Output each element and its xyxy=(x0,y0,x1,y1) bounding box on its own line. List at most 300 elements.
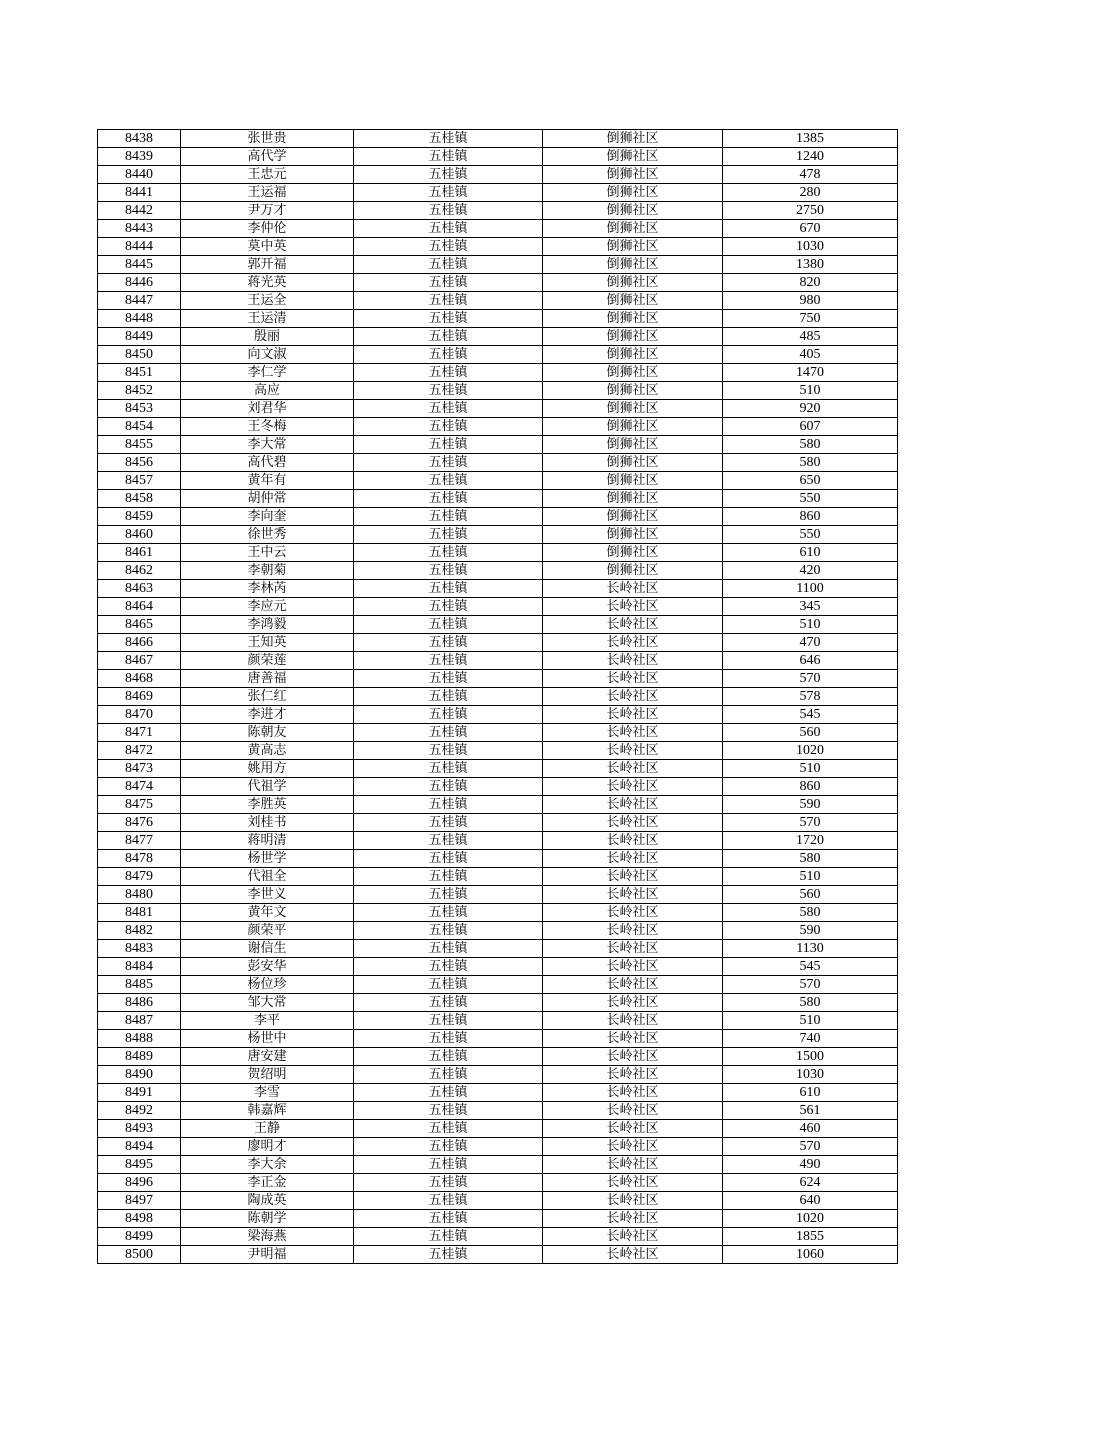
community-cell: 长岭社区 xyxy=(543,922,723,940)
town-cell: 五桂镇 xyxy=(354,346,543,364)
town-cell: 五桂镇 xyxy=(354,634,543,652)
name-cell: 李雪 xyxy=(181,1084,354,1102)
community-cell: 倒狮社区 xyxy=(543,436,723,454)
row-number-cell: 8470 xyxy=(98,706,181,724)
town-cell: 五桂镇 xyxy=(354,418,543,436)
amount-cell: 570 xyxy=(723,976,898,994)
town-cell: 五桂镇 xyxy=(354,850,543,868)
name-cell: 李大余 xyxy=(181,1156,354,1174)
amount-cell: 570 xyxy=(723,814,898,832)
amount-cell: 345 xyxy=(723,598,898,616)
community-cell: 倒狮社区 xyxy=(543,454,723,472)
community-cell: 长岭社区 xyxy=(543,652,723,670)
town-cell: 五桂镇 xyxy=(354,1210,543,1228)
table-row xyxy=(98,724,898,742)
row-number-cell: 8438 xyxy=(98,130,181,148)
row-number-cell: 8455 xyxy=(98,436,181,454)
row-number-cell: 8443 xyxy=(98,220,181,238)
name-cell: 李平 xyxy=(181,1012,354,1030)
town-cell: 五桂镇 xyxy=(354,130,543,148)
table-row xyxy=(98,256,898,274)
community-cell: 倒狮社区 xyxy=(543,166,723,184)
table-row xyxy=(98,688,898,706)
row-number-cell: 8466 xyxy=(98,634,181,652)
name-cell: 高代碧 xyxy=(181,454,354,472)
table-row xyxy=(98,310,898,328)
table-row xyxy=(98,526,898,544)
town-cell: 五桂镇 xyxy=(354,166,543,184)
row-number-cell: 8479 xyxy=(98,868,181,886)
amount-cell: 1380 xyxy=(723,256,898,274)
town-cell: 五桂镇 xyxy=(354,1138,543,1156)
table-row xyxy=(98,130,898,148)
table-row xyxy=(98,904,898,922)
row-number-cell: 8440 xyxy=(98,166,181,184)
name-cell: 黄年有 xyxy=(181,472,354,490)
table-row xyxy=(98,976,898,994)
amount-cell: 545 xyxy=(723,706,898,724)
town-cell: 五桂镇 xyxy=(354,238,543,256)
row-number-cell: 8486 xyxy=(98,994,181,1012)
name-cell: 李正金 xyxy=(181,1174,354,1192)
row-number-cell: 8471 xyxy=(98,724,181,742)
community-cell: 长岭社区 xyxy=(543,850,723,868)
amount-cell: 580 xyxy=(723,994,898,1012)
name-cell: 高代学 xyxy=(181,148,354,166)
town-cell: 五桂镇 xyxy=(354,454,543,472)
town-cell: 五桂镇 xyxy=(354,490,543,508)
table-row xyxy=(98,922,898,940)
table-row xyxy=(98,652,898,670)
row-number-cell: 8456 xyxy=(98,454,181,472)
town-cell: 五桂镇 xyxy=(354,706,543,724)
community-cell: 长岭社区 xyxy=(543,958,723,976)
name-cell: 李向奎 xyxy=(181,508,354,526)
community-cell: 长岭社区 xyxy=(543,598,723,616)
town-cell: 五桂镇 xyxy=(354,328,543,346)
table-row xyxy=(98,1174,898,1192)
amount-cell: 545 xyxy=(723,958,898,976)
table-row xyxy=(98,958,898,976)
table-row xyxy=(98,832,898,850)
community-cell: 倒狮社区 xyxy=(543,346,723,364)
table-row xyxy=(98,1030,898,1048)
row-number-cell: 8459 xyxy=(98,508,181,526)
table-row xyxy=(98,400,898,418)
community-cell: 长岭社区 xyxy=(543,1156,723,1174)
community-cell: 倒狮社区 xyxy=(543,328,723,346)
community-cell: 长岭社区 xyxy=(543,1192,723,1210)
table-row xyxy=(98,418,898,436)
town-cell: 五桂镇 xyxy=(354,760,543,778)
table-row xyxy=(98,778,898,796)
table-body xyxy=(98,130,898,1264)
name-cell: 韩嘉辉 xyxy=(181,1102,354,1120)
table-row xyxy=(98,346,898,364)
row-number-cell: 8487 xyxy=(98,1012,181,1030)
community-cell: 倒狮社区 xyxy=(543,256,723,274)
community-cell: 倒狮社区 xyxy=(543,292,723,310)
row-number-cell: 8450 xyxy=(98,346,181,364)
town-cell: 五桂镇 xyxy=(354,220,543,238)
town-cell: 五桂镇 xyxy=(354,1084,543,1102)
amount-cell: 590 xyxy=(723,796,898,814)
community-cell: 长岭社区 xyxy=(543,688,723,706)
row-number-cell: 8483 xyxy=(98,940,181,958)
row-number-cell: 8467 xyxy=(98,652,181,670)
name-cell: 陈朝学 xyxy=(181,1210,354,1228)
amount-cell: 750 xyxy=(723,310,898,328)
community-cell: 倒狮社区 xyxy=(543,184,723,202)
data-table xyxy=(97,129,898,1264)
row-number-cell: 8493 xyxy=(98,1120,181,1138)
row-number-cell: 8442 xyxy=(98,202,181,220)
name-cell: 蒋明清 xyxy=(181,832,354,850)
community-cell: 长岭社区 xyxy=(543,580,723,598)
amount-cell: 485 xyxy=(723,328,898,346)
table-row xyxy=(98,364,898,382)
town-cell: 五桂镇 xyxy=(354,1192,543,1210)
amount-cell: 670 xyxy=(723,220,898,238)
table-row xyxy=(98,1066,898,1084)
town-cell: 五桂镇 xyxy=(354,274,543,292)
name-cell: 蒋光英 xyxy=(181,274,354,292)
amount-cell: 1240 xyxy=(723,148,898,166)
amount-cell: 578 xyxy=(723,688,898,706)
table-row xyxy=(98,148,898,166)
name-cell: 郭开福 xyxy=(181,256,354,274)
table-row xyxy=(98,238,898,256)
name-cell: 颜荣莲 xyxy=(181,652,354,670)
amount-cell: 1470 xyxy=(723,364,898,382)
row-number-cell: 8465 xyxy=(98,616,181,634)
name-cell: 王忠元 xyxy=(181,166,354,184)
town-cell: 五桂镇 xyxy=(354,202,543,220)
amount-cell: 2750 xyxy=(723,202,898,220)
town-cell: 五桂镇 xyxy=(354,148,543,166)
row-number-cell: 8473 xyxy=(98,760,181,778)
town-cell: 五桂镇 xyxy=(354,922,543,940)
community-cell: 长岭社区 xyxy=(543,1048,723,1066)
table-row xyxy=(98,382,898,400)
table-row xyxy=(98,1012,898,1030)
row-number-cell: 8489 xyxy=(98,1048,181,1066)
amount-cell: 510 xyxy=(723,616,898,634)
amount-cell: 560 xyxy=(723,724,898,742)
table-row xyxy=(98,940,898,958)
amount-cell: 510 xyxy=(723,382,898,400)
amount-cell: 650 xyxy=(723,472,898,490)
community-cell: 长岭社区 xyxy=(543,940,723,958)
community-cell: 倒狮社区 xyxy=(543,202,723,220)
town-cell: 五桂镇 xyxy=(354,958,543,976)
table-row xyxy=(98,886,898,904)
name-cell: 贺绍明 xyxy=(181,1066,354,1084)
row-number-cell: 8478 xyxy=(98,850,181,868)
amount-cell: 405 xyxy=(723,346,898,364)
community-cell: 长岭社区 xyxy=(543,1210,723,1228)
table-row xyxy=(98,508,898,526)
community-cell: 倒狮社区 xyxy=(543,526,723,544)
name-cell: 李鸿毅 xyxy=(181,616,354,634)
name-cell: 李仁学 xyxy=(181,364,354,382)
name-cell: 陈朝友 xyxy=(181,724,354,742)
community-cell: 长岭社区 xyxy=(543,832,723,850)
town-cell: 五桂镇 xyxy=(354,1012,543,1030)
row-number-cell: 8446 xyxy=(98,274,181,292)
table-row xyxy=(98,274,898,292)
amount-cell: 1060 xyxy=(723,1246,898,1264)
town-cell: 五桂镇 xyxy=(354,688,543,706)
town-cell: 五桂镇 xyxy=(354,796,543,814)
town-cell: 五桂镇 xyxy=(354,652,543,670)
town-cell: 五桂镇 xyxy=(354,1102,543,1120)
community-cell: 倒狮社区 xyxy=(543,148,723,166)
amount-cell: 510 xyxy=(723,868,898,886)
amount-cell: 1020 xyxy=(723,1210,898,1228)
amount-cell: 1030 xyxy=(723,238,898,256)
town-cell: 五桂镇 xyxy=(354,868,543,886)
town-cell: 五桂镇 xyxy=(354,832,543,850)
row-number-cell: 8482 xyxy=(98,922,181,940)
community-cell: 长岭社区 xyxy=(543,1138,723,1156)
row-number-cell: 8445 xyxy=(98,256,181,274)
town-cell: 五桂镇 xyxy=(354,994,543,1012)
community-cell: 长岭社区 xyxy=(543,634,723,652)
row-number-cell: 8476 xyxy=(98,814,181,832)
amount-cell: 820 xyxy=(723,274,898,292)
name-cell: 王运福 xyxy=(181,184,354,202)
town-cell: 五桂镇 xyxy=(354,562,543,580)
town-cell: 五桂镇 xyxy=(354,724,543,742)
community-cell: 倒狮社区 xyxy=(543,400,723,418)
table-row xyxy=(98,1228,898,1246)
name-cell: 殷丽 xyxy=(181,328,354,346)
row-number-cell: 8472 xyxy=(98,742,181,760)
community-cell: 长岭社区 xyxy=(543,742,723,760)
row-number-cell: 8452 xyxy=(98,382,181,400)
row-number-cell: 8454 xyxy=(98,418,181,436)
table-row xyxy=(98,202,898,220)
row-number-cell: 8448 xyxy=(98,310,181,328)
community-cell: 长岭社区 xyxy=(543,1120,723,1138)
name-cell: 代祖全 xyxy=(181,868,354,886)
town-cell: 五桂镇 xyxy=(354,1030,543,1048)
row-number-cell: 8497 xyxy=(98,1192,181,1210)
town-cell: 五桂镇 xyxy=(354,616,543,634)
town-cell: 五桂镇 xyxy=(354,904,543,922)
row-number-cell: 8460 xyxy=(98,526,181,544)
name-cell: 徐世秀 xyxy=(181,526,354,544)
name-cell: 李朝菊 xyxy=(181,562,354,580)
community-cell: 倒狮社区 xyxy=(543,274,723,292)
community-cell: 长岭社区 xyxy=(543,724,723,742)
amount-cell: 570 xyxy=(723,670,898,688)
row-number-cell: 8492 xyxy=(98,1102,181,1120)
name-cell: 张仁红 xyxy=(181,688,354,706)
community-cell: 倒狮社区 xyxy=(543,490,723,508)
town-cell: 五桂镇 xyxy=(354,1120,543,1138)
table-row xyxy=(98,1120,898,1138)
table-row xyxy=(98,598,898,616)
community-cell: 长岭社区 xyxy=(543,904,723,922)
table-row xyxy=(98,670,898,688)
table-row xyxy=(98,1048,898,1066)
town-cell: 五桂镇 xyxy=(354,1246,543,1264)
table-row xyxy=(98,1156,898,1174)
community-cell: 长岭社区 xyxy=(543,706,723,724)
community-cell: 长岭社区 xyxy=(543,1102,723,1120)
row-number-cell: 8484 xyxy=(98,958,181,976)
town-cell: 五桂镇 xyxy=(354,184,543,202)
name-cell: 刘君华 xyxy=(181,400,354,418)
row-number-cell: 8491 xyxy=(98,1084,181,1102)
table-row xyxy=(98,1246,898,1264)
name-cell: 刘桂书 xyxy=(181,814,354,832)
row-number-cell: 8464 xyxy=(98,598,181,616)
row-number-cell: 8485 xyxy=(98,976,181,994)
row-number-cell: 8449 xyxy=(98,328,181,346)
community-cell: 长岭社区 xyxy=(543,616,723,634)
table-row xyxy=(98,292,898,310)
town-cell: 五桂镇 xyxy=(354,670,543,688)
table-row xyxy=(98,580,898,598)
name-cell: 唐善福 xyxy=(181,670,354,688)
table-row xyxy=(98,544,898,562)
name-cell: 王运清 xyxy=(181,310,354,328)
table-row xyxy=(98,868,898,886)
name-cell: 李胜英 xyxy=(181,796,354,814)
amount-cell: 580 xyxy=(723,454,898,472)
community-cell: 长岭社区 xyxy=(543,778,723,796)
town-cell: 五桂镇 xyxy=(354,508,543,526)
town-cell: 五桂镇 xyxy=(354,742,543,760)
amount-cell: 740 xyxy=(723,1030,898,1048)
town-cell: 五桂镇 xyxy=(354,292,543,310)
name-cell: 高应 xyxy=(181,382,354,400)
row-number-cell: 8457 xyxy=(98,472,181,490)
amount-cell: 646 xyxy=(723,652,898,670)
community-cell: 倒狮社区 xyxy=(543,508,723,526)
town-cell: 五桂镇 xyxy=(354,256,543,274)
community-cell: 倒狮社区 xyxy=(543,562,723,580)
community-cell: 倒狮社区 xyxy=(543,220,723,238)
town-cell: 五桂镇 xyxy=(354,364,543,382)
table-row xyxy=(98,634,898,652)
community-cell: 倒狮社区 xyxy=(543,382,723,400)
row-number-cell: 8453 xyxy=(98,400,181,418)
name-cell: 王知英 xyxy=(181,634,354,652)
town-cell: 五桂镇 xyxy=(354,1174,543,1192)
name-cell: 王冬梅 xyxy=(181,418,354,436)
row-number-cell: 8498 xyxy=(98,1210,181,1228)
community-cell: 长岭社区 xyxy=(543,1012,723,1030)
amount-cell: 280 xyxy=(723,184,898,202)
table-row xyxy=(98,220,898,238)
amount-cell: 560 xyxy=(723,886,898,904)
table-row xyxy=(98,472,898,490)
row-number-cell: 8439 xyxy=(98,148,181,166)
town-cell: 五桂镇 xyxy=(354,940,543,958)
table-row xyxy=(98,994,898,1012)
town-cell: 五桂镇 xyxy=(354,382,543,400)
amount-cell: 580 xyxy=(723,904,898,922)
name-cell: 莫中英 xyxy=(181,238,354,256)
community-cell: 长岭社区 xyxy=(543,760,723,778)
table-row xyxy=(98,166,898,184)
table-row xyxy=(98,1102,898,1120)
amount-cell: 570 xyxy=(723,1138,898,1156)
row-number-cell: 8488 xyxy=(98,1030,181,1048)
community-cell: 倒狮社区 xyxy=(543,544,723,562)
amount-cell: 478 xyxy=(723,166,898,184)
name-cell: 李林芮 xyxy=(181,580,354,598)
amount-cell: 610 xyxy=(723,544,898,562)
name-cell: 尹明福 xyxy=(181,1246,354,1264)
town-cell: 五桂镇 xyxy=(354,400,543,418)
row-number-cell: 8463 xyxy=(98,580,181,598)
town-cell: 五桂镇 xyxy=(354,1228,543,1246)
table-row xyxy=(98,796,898,814)
amount-cell: 1020 xyxy=(723,742,898,760)
name-cell: 尹万才 xyxy=(181,202,354,220)
table-row xyxy=(98,760,898,778)
row-number-cell: 8441 xyxy=(98,184,181,202)
town-cell: 五桂镇 xyxy=(354,1048,543,1066)
community-cell: 长岭社区 xyxy=(543,814,723,832)
table-row xyxy=(98,436,898,454)
amount-cell: 610 xyxy=(723,1084,898,1102)
town-cell: 五桂镇 xyxy=(354,1066,543,1084)
row-number-cell: 8468 xyxy=(98,670,181,688)
amount-cell: 640 xyxy=(723,1192,898,1210)
community-cell: 长岭社区 xyxy=(543,976,723,994)
town-cell: 五桂镇 xyxy=(354,814,543,832)
name-cell: 张世贵 xyxy=(181,130,354,148)
name-cell: 陶成英 xyxy=(181,1192,354,1210)
community-cell: 长岭社区 xyxy=(543,1084,723,1102)
name-cell: 廖明才 xyxy=(181,1138,354,1156)
name-cell: 梁海燕 xyxy=(181,1228,354,1246)
amount-cell: 607 xyxy=(723,418,898,436)
table-row xyxy=(98,1192,898,1210)
amount-cell: 510 xyxy=(723,1012,898,1030)
town-cell: 五桂镇 xyxy=(354,886,543,904)
name-cell: 杨位珍 xyxy=(181,976,354,994)
name-cell: 彭安华 xyxy=(181,958,354,976)
community-cell: 倒狮社区 xyxy=(543,364,723,382)
amount-cell: 561 xyxy=(723,1102,898,1120)
row-number-cell: 8447 xyxy=(98,292,181,310)
name-cell: 向文淑 xyxy=(181,346,354,364)
amount-cell: 1385 xyxy=(723,130,898,148)
row-number-cell: 8490 xyxy=(98,1066,181,1084)
name-cell: 李应元 xyxy=(181,598,354,616)
amount-cell: 420 xyxy=(723,562,898,580)
community-cell: 倒狮社区 xyxy=(543,130,723,148)
community-cell: 长岭社区 xyxy=(543,868,723,886)
amount-cell: 550 xyxy=(723,526,898,544)
amount-cell: 1720 xyxy=(723,832,898,850)
name-cell: 王静 xyxy=(181,1120,354,1138)
row-number-cell: 8458 xyxy=(98,490,181,508)
table-row xyxy=(98,814,898,832)
row-number-cell: 8469 xyxy=(98,688,181,706)
amount-cell: 624 xyxy=(723,1174,898,1192)
community-cell: 长岭社区 xyxy=(543,1066,723,1084)
town-cell: 五桂镇 xyxy=(354,436,543,454)
name-cell: 王中云 xyxy=(181,544,354,562)
